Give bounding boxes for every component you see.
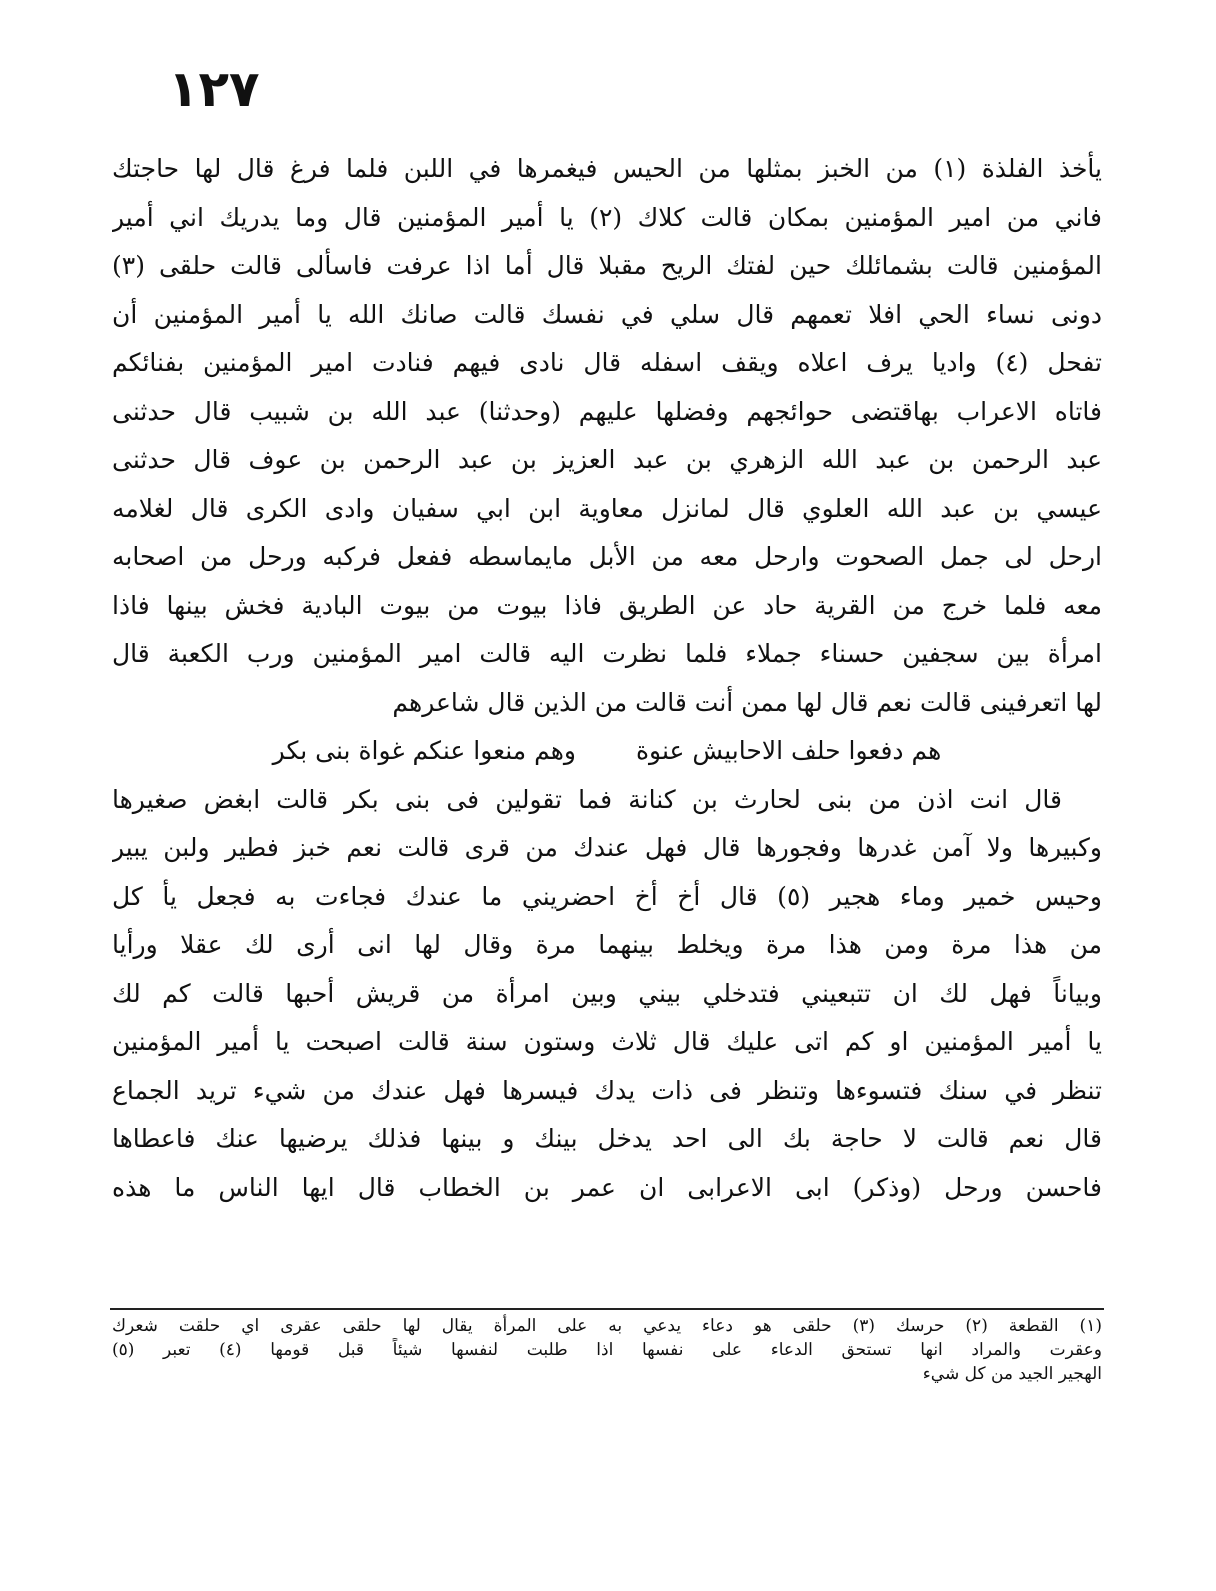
text-line: عبد الرحمن بن عبد الله الزهري بن عبد العزيز بن عبد الرحمن بن عوف قال حدثنى bbox=[112, 445, 1102, 474]
text-line: فاتاه الاعراب بهاقتضى حوائجهم وفضلها عليهم (وحدثنا) عبد الله بن شبيب قال حدثنى bbox=[112, 396, 1102, 426]
text-line: معه فلما خرج من القرية حاد عن الطريق فاذا بيوت من بيوت البادية فخش بينها فاذا bbox=[112, 590, 1102, 620]
page-number: ١٢٧ bbox=[168, 60, 260, 118]
text-line: قال نعم قالت لا حاجة بك الى احد يدخل بينك و بينها فذلك يرضيها عنك فاعطاها bbox=[112, 1124, 1102, 1153]
footnote-line: (١) القطعة (٢) حرسك (٣) حلقى هو دعاء يدعي به على المرأة يقال لها حلقى عقرى اي حلقت شعرك bbox=[112, 1316, 1102, 1336]
main-text bbox=[112, 145, 1102, 1212]
text-line: عيسي بن عبد الله العلوي قال لمانزل معاوية ابن ابي سفيان وادى الكرى قال لغلامه bbox=[112, 493, 1102, 523]
text-line: لها اتعرفينى قالت نعم قال لها ممن أنت قالت من الذين قال شاعرهم bbox=[392, 687, 1102, 717]
footnotes bbox=[112, 1314, 1102, 1386]
text-line: المؤمنين قالت بشمائلك حين لفتك الريح مقبلا قال أما اذا عرفت فاسألى قالت حلقى (٣) bbox=[112, 251, 1102, 280]
text-line: تنظر في سنك فتسوءها وتنظر فى ذات يدك فيسرها فهل عندك من شيء تريد الجماع bbox=[112, 1075, 1102, 1105]
footnote-line: وعقرت والمراد انها تستحق الدعاء على نفسها اذا طلبت لنفسها شيئاً قبل قومها (٤) تعبر (٥) bbox=[112, 1340, 1102, 1360]
text-line: فاني من امير المؤمنين بمكان قالت كلاك (٢) يا أمير المؤمنين قال وما يدريك اني أمير bbox=[112, 202, 1102, 232]
text-line: وحيس خمير وماء هجير (٥) قال أخ أخ احضريني ما عندك فجاءت به فجعل يأ كل bbox=[112, 881, 1102, 911]
verse-second-hemistich: وهم منعوا عنكم غواة بنى بكر bbox=[272, 736, 576, 765]
text-line: امرأة بين سجفين حسناء جملاء فلما نظرت اليه قالت امير المؤمنين ورب الكعبة قال bbox=[112, 639, 1102, 668]
text-line: ارحل لى جمل الصحوت وارحل معه من الأبل مايماسطه ففعل فركبه ورحل من اصحابه bbox=[112, 542, 1102, 571]
text-line: من هذا مرة ومن هذا مرة ويخلط بينهما مرة وقال لها انى أرى لك عقلا ورأيا bbox=[112, 930, 1102, 959]
text-line: فاحسن ورحل (وذكر) ابى الاعرابى ان عمر بن الخطاب قال ايها الناس ما هذه bbox=[112, 1172, 1102, 1202]
text-line: وبياناً فهل لك ان تتبعيني فتدخلي بيني وبين امرأة من قريش أحبها قالت كم لك bbox=[112, 978, 1102, 1008]
poetry-verse bbox=[112, 727, 1102, 776]
text-line: دونى نساء الحي افلا تعمهم قال سلي في نفسك قالت صانك الله يا أمير المؤمنين أن bbox=[112, 299, 1102, 329]
text-line: قال انت اذن من بنى لحارث بن كنانة فما تقولين فى بنى بكر قالت ابغض صغيرها bbox=[112, 784, 1062, 814]
text-line: تفحل (٤) واديا يرف اعلاه ويقف اسفله قال نادى فيهم فنادت امير المؤمنين بفنائكم bbox=[112, 348, 1102, 377]
footnote-divider bbox=[110, 1308, 1104, 1310]
verse-first-hemistich: هم دفعوا حلف الاحابيش عنوة bbox=[635, 736, 942, 765]
text-line: يا أمير المؤمنين او كم اتى عليك قال ثلاث وستون سنة قالت اصبحت يا أمير المؤمنين bbox=[112, 1027, 1102, 1056]
text-line: وكبيرها ولا آمن غدرها وفجورها قال فهل عندك من قرى قالت نعم خبز فطير ولبن يبير bbox=[112, 833, 1102, 862]
footnote-line: الهجير الجيد من كل شيء bbox=[922, 1364, 1102, 1384]
text-line: يأخذ الفلذة (١) من الخبز بمثلها من الحيس فيغمرها في اللبن فلما فرغ قال لها حاجتك bbox=[112, 154, 1102, 183]
